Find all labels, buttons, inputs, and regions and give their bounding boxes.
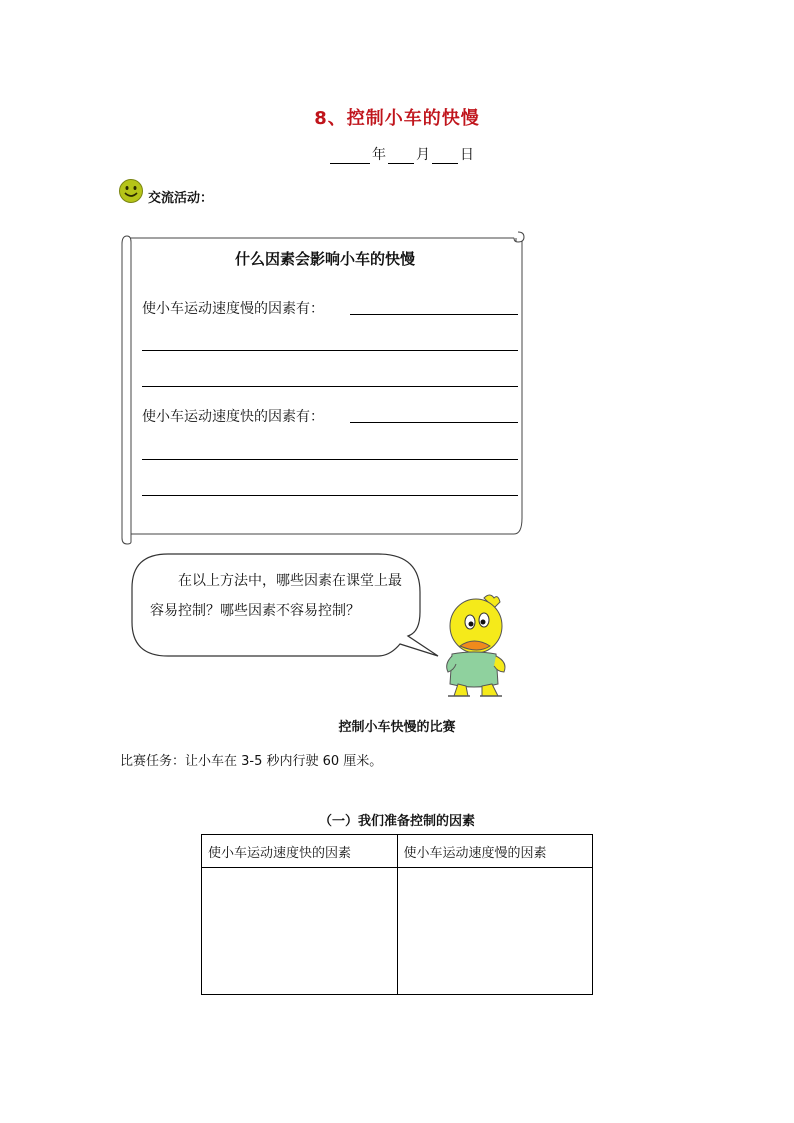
fast-factors-header: 使小车运动速度快的因素 bbox=[202, 835, 398, 868]
exchange-activity-label: 交流活动： bbox=[148, 191, 214, 206]
month-blank[interactable] bbox=[388, 149, 414, 164]
scroll-frame bbox=[118, 230, 530, 546]
fast-factors-cell[interactable] bbox=[202, 868, 398, 995]
slow-factors-label: 使小车运动速度慢的因素有： bbox=[142, 301, 324, 317]
answer-line[interactable] bbox=[350, 314, 518, 315]
year-label: 年 bbox=[372, 147, 386, 163]
answer-line[interactable] bbox=[350, 422, 518, 423]
contest-title: 控制小车快慢的比赛 bbox=[338, 720, 456, 735]
smiley-face-icon bbox=[118, 178, 144, 204]
answer-line[interactable] bbox=[142, 459, 518, 460]
slow-factors-header: 使小车运动速度慢的因素 bbox=[397, 835, 593, 868]
scroll-title: 什么因素会影响小车的快慢 bbox=[234, 250, 415, 268]
speech-bubble-text: 在以上方法中，哪些因素在课堂上最容易控制？哪些因素不容易控制？ bbox=[150, 573, 402, 619]
answer-line[interactable] bbox=[142, 350, 518, 351]
page-title: 8、控制小车的快慢 bbox=[314, 108, 480, 129]
contest-task: 比赛任务：让小车在 3-5 秒内行驶 60 厘米。 bbox=[120, 754, 383, 769]
answer-line[interactable] bbox=[142, 495, 518, 496]
answer-line[interactable] bbox=[142, 386, 518, 387]
factor-table bbox=[201, 834, 593, 995]
day-blank[interactable] bbox=[432, 149, 458, 164]
duck-mascot-icon bbox=[438, 592, 510, 700]
day-label: 日 bbox=[460, 147, 474, 163]
date-line bbox=[330, 144, 476, 164]
month-label: 月 bbox=[416, 147, 430, 163]
factor-table-title: （一）我们准备控制的因素 bbox=[318, 814, 475, 829]
fast-factors-label: 使小车运动速度快的因素有： bbox=[142, 409, 324, 425]
year-blank[interactable] bbox=[330, 149, 370, 164]
slow-factors-cell[interactable] bbox=[397, 868, 593, 995]
